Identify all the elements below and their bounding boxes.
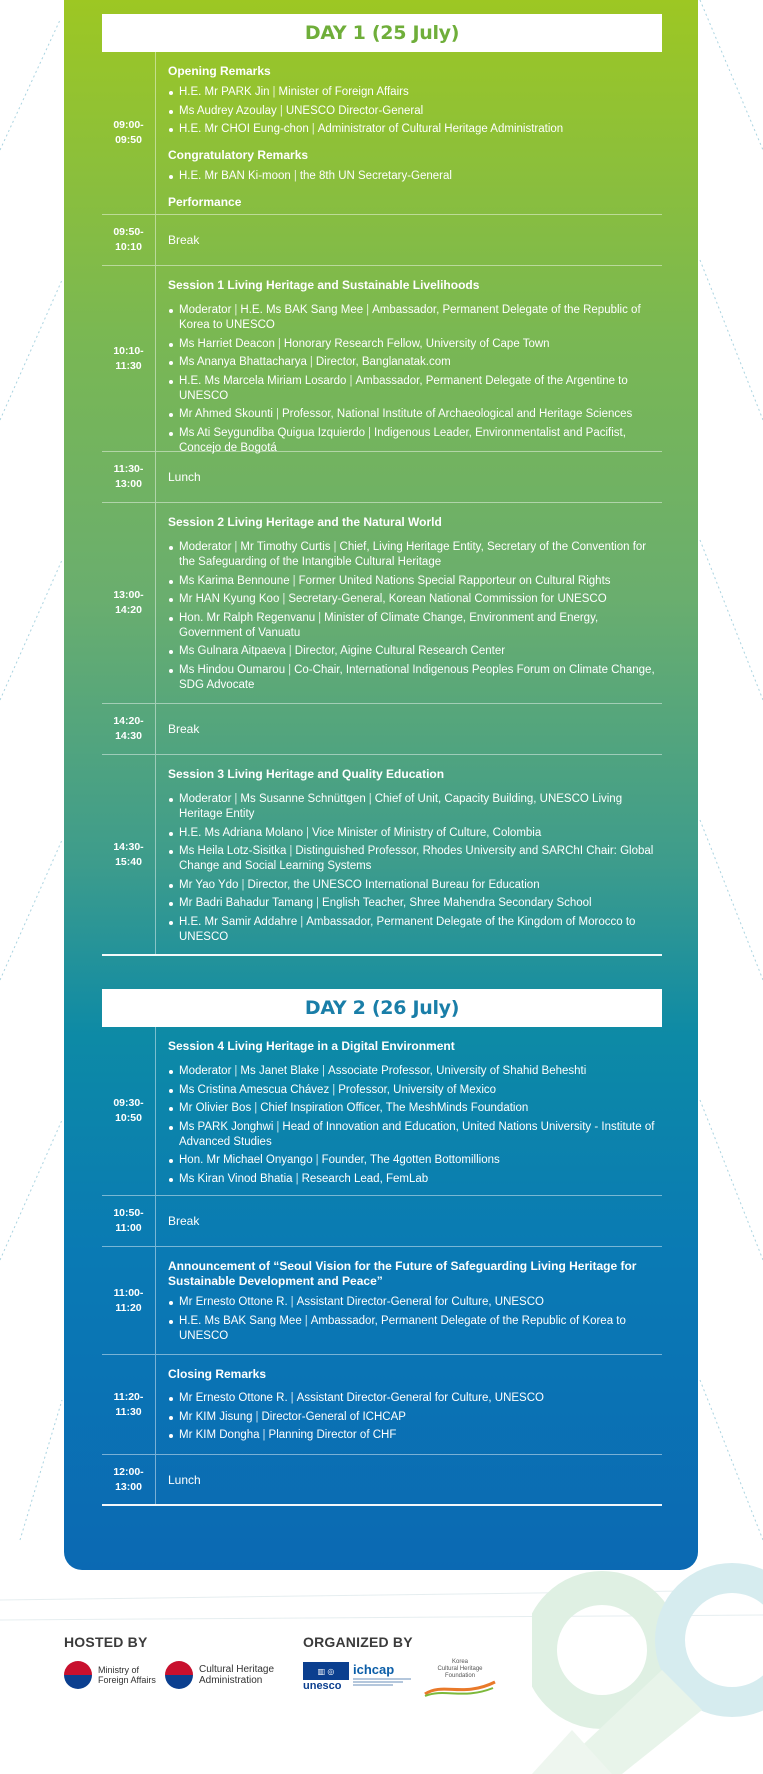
day1-schedule — [102, 52, 662, 956]
section-title: Session 1 Living Heritage and Sustainable Livelihoods — [168, 278, 480, 292]
ichcap-lines-icon — [353, 1677, 411, 1687]
time-slot: 09:00- 09:50 — [102, 52, 156, 214]
program-panel — [64, 0, 698, 1570]
list-item: Moderator | H.E. Ms BAK Sang Mee | Ambassador, Permanent Delegate of the Republic of Korea to UNESCO — [168, 303, 662, 333]
schedule-row — [102, 1196, 662, 1247]
list-item: Mr HAN Kyung Koo | Secretary-General, Korean National Commission for UNESCO — [168, 592, 662, 607]
badge-suffix: th — [731, 1640, 754, 1667]
time-slot: 14:20- 14:30 — [102, 704, 156, 754]
time-slot: 13:00- 14:20 — [102, 503, 156, 703]
time-slot: 09:50- 10:10 — [102, 215, 156, 265]
section-title: Congratulatory Remarks — [168, 148, 309, 162]
schedule-row — [102, 1247, 662, 1355]
schedule-row — [102, 1027, 662, 1196]
list-item: H.E. Mr PARK Jin | Minister of Foreign Affairs — [168, 85, 662, 100]
taeguk-icon — [64, 1661, 92, 1689]
anniversary-badge-graphic — [532, 1560, 763, 1774]
hosted-by-label: HOSTED BY — [64, 1634, 148, 1650]
schedule-row — [102, 452, 662, 503]
schedule-row — [102, 1455, 662, 1506]
organized-by-label: ORGANIZED BY — [303, 1634, 413, 1650]
chf-swoosh-icon — [423, 1680, 497, 1698]
mofa-logo: Ministry of Foreign Affairs — [64, 1661, 156, 1689]
list-item: H.E. Mr BAN Ki-moon | the 8th UN Secretary-General — [168, 169, 662, 184]
day2-header: DAY 2 (26 July) — [102, 989, 662, 1027]
time-slot: 14:30- 15:40 — [102, 755, 156, 954]
list-item: Mr Ernesto Ottone R. | Assistant Director-General for Culture, UNESCO — [168, 1295, 662, 1310]
list-item: Mr KIM Dongha | Planning Director of CHF — [168, 1428, 662, 1443]
section-title: Performance — [168, 195, 242, 209]
list-item: Ms Karima Bennoune | Former United Nations Special Rapporteur on Cultural Rights — [168, 574, 662, 589]
list-item: Ms Heila Lotz-Sisitka | Distinguished Professor, Rhodes University and SARChI Chair: Global Change and Social Learning Systems — [168, 844, 662, 874]
schedule-row — [102, 215, 662, 266]
list-item: Ms Gulnara Aitpaeva | Director, Aigine Cultural Research Center — [168, 644, 662, 659]
time-slot: 12:00- 13:00 — [102, 1455, 156, 1504]
break-label: Break — [168, 1214, 200, 1228]
list-item: Moderator | Mr Timothy Curtis | Chief, Living Heritage Entity, Secretary of the Convention for the Safeguarding of the Intangible Cultural Heritage — [168, 540, 662, 570]
list-item: H.E. Ms Marcela Miriam Losardo | Ambassador, Permanent Delegate of the Argentine to UNESCO — [168, 374, 662, 404]
list-item: Ms PARK Jonghwi | Head of Innovation and Education, United Nations University - Institute of Advanced Studies — [168, 1120, 662, 1150]
schedule-row — [102, 266, 662, 452]
time-slot: 09:30- 10:50 — [102, 1027, 156, 1195]
time-slot: 11:30- 13:00 — [102, 452, 156, 502]
list-item: Moderator | Ms Susanne Schnüttgen | Chief of Unit, Capacity Building, UNESCO Living Heritage Entity — [168, 792, 662, 822]
lunch-label: Lunch — [168, 470, 201, 484]
list-item: Hon. Mr Ralph Regenvanu | Minister of Climate Change, Environment and Energy, Government of Vanuatu — [168, 611, 662, 641]
section-title: Session 2 Living Heritage and the Natural World — [168, 515, 442, 529]
list-item: Ms Cristina Amescua Chávez | Professor, University of Mexico — [168, 1083, 662, 1098]
day1-header: DAY 1 (25 July) — [102, 14, 662, 52]
list-item: Mr Yao Ydo | Director, the UNESCO International Bureau for Education — [168, 878, 662, 893]
lunch-label: Lunch — [168, 1472, 201, 1487]
cha-logo: Cultural Heritage Administration — [165, 1661, 274, 1689]
list-item: Moderator | Ms Janet Blake | Associate Professor, University of Shahid Beheshti — [168, 1064, 662, 1079]
chf-logo: Korea Cultural Heritage Foundation — [423, 1659, 497, 1698]
break-label: Break — [168, 233, 200, 247]
list-item: Ms Hindou Oumarou | Co-Chair, International Indigenous Peoples Forum on Climate Change, SDG Advocate — [168, 663, 662, 693]
list-item: Mr KIM Jisung | Director-General of ICHCAP — [168, 1410, 662, 1425]
section-title: Session 4 Living Heritage in a Digital Environment — [168, 1039, 455, 1053]
schedule-row — [102, 52, 662, 215]
time-slot: 10:50- 11:00 — [102, 1196, 156, 1246]
ichcap-logo: ichcap — [353, 1662, 411, 1687]
section-title: Opening Remarks — [168, 64, 271, 78]
schedule-row — [102, 503, 662, 704]
list-item: H.E. Ms BAK Sang Mee | Ambassador, Permanent Delegate of the Republic of Korea to UNESCO — [168, 1314, 662, 1344]
list-item: Mr Badri Bahadur Tamang | English Teacher, Shree Mahendra Secondary School — [168, 896, 662, 911]
time-slot: 11:00- 11:20 — [102, 1247, 156, 1354]
list-item: Mr Ahmed Skounti | Professor, National Institute of Archaeological and Heritage Sciences — [168, 407, 662, 422]
taeguk-icon — [165, 1661, 193, 1689]
list-item: Mr Olivier Bos | Chief Inspiration Officer, The MeshMinds Foundation — [168, 1101, 662, 1116]
time-slot: 11:20- 11:30 — [102, 1355, 156, 1454]
schedule-row — [102, 1355, 662, 1455]
section-title: Announcement of “Seoul Vision for the Future of Safeguarding Living Heritage for Sustainable Development and Peace” — [168, 1259, 637, 1288]
section-title: Closing Remarks — [168, 1367, 267, 1381]
break-label: Break — [168, 722, 200, 736]
unesco-logo: ▥ ◎ unesco — [303, 1662, 349, 1692]
day2-schedule — [102, 1027, 662, 1506]
schedule-row — [102, 755, 662, 956]
time-slot: 10:10- 11:30 — [102, 266, 156, 451]
list-item: H.E. Mr Samir Addahre | Ambassador, Permanent Delegate of the Kingdom of Morocco to UNESCO — [168, 915, 662, 945]
list-item: Ms Ananya Bhattacharya | Director, Banglanatak.com — [168, 355, 662, 370]
list-item: Ms Harriet Deacon | Honorary Research Fellow, University of Cape Town — [168, 337, 662, 352]
section-title: Session 3 Living Heritage and Quality Education — [168, 767, 445, 781]
list-item: Mr Ernesto Ottone R. | Assistant Director-General for Culture, UNESCO — [168, 1391, 662, 1406]
list-item: Ms Ati Seygundiba Quigua Izquierdo | Indigenous Leader, Environmentalist and Pacifist, Concejo de Bogotá — [168, 426, 662, 456]
list-item: H.E. Ms Adriana Molano | Vice Minister of Ministry of Culture, Colombia — [168, 826, 662, 841]
list-item: Ms Kiran Vinod Bhatia | Research Lead, FemLab — [168, 1172, 662, 1187]
list-item: H.E. Mr CHOI Eung-chon | Administrator of Cultural Heritage Administration — [168, 122, 662, 137]
list-item: Ms Audrey Azoulay | UNESCO Director-General — [168, 104, 662, 119]
schedule-row — [102, 704, 662, 755]
list-item: Hon. Mr Michael Onyango | Founder, The 4gotten Bottomillions — [168, 1153, 662, 1168]
unesco-temple-icon: ▥ ◎ — [303, 1662, 349, 1680]
